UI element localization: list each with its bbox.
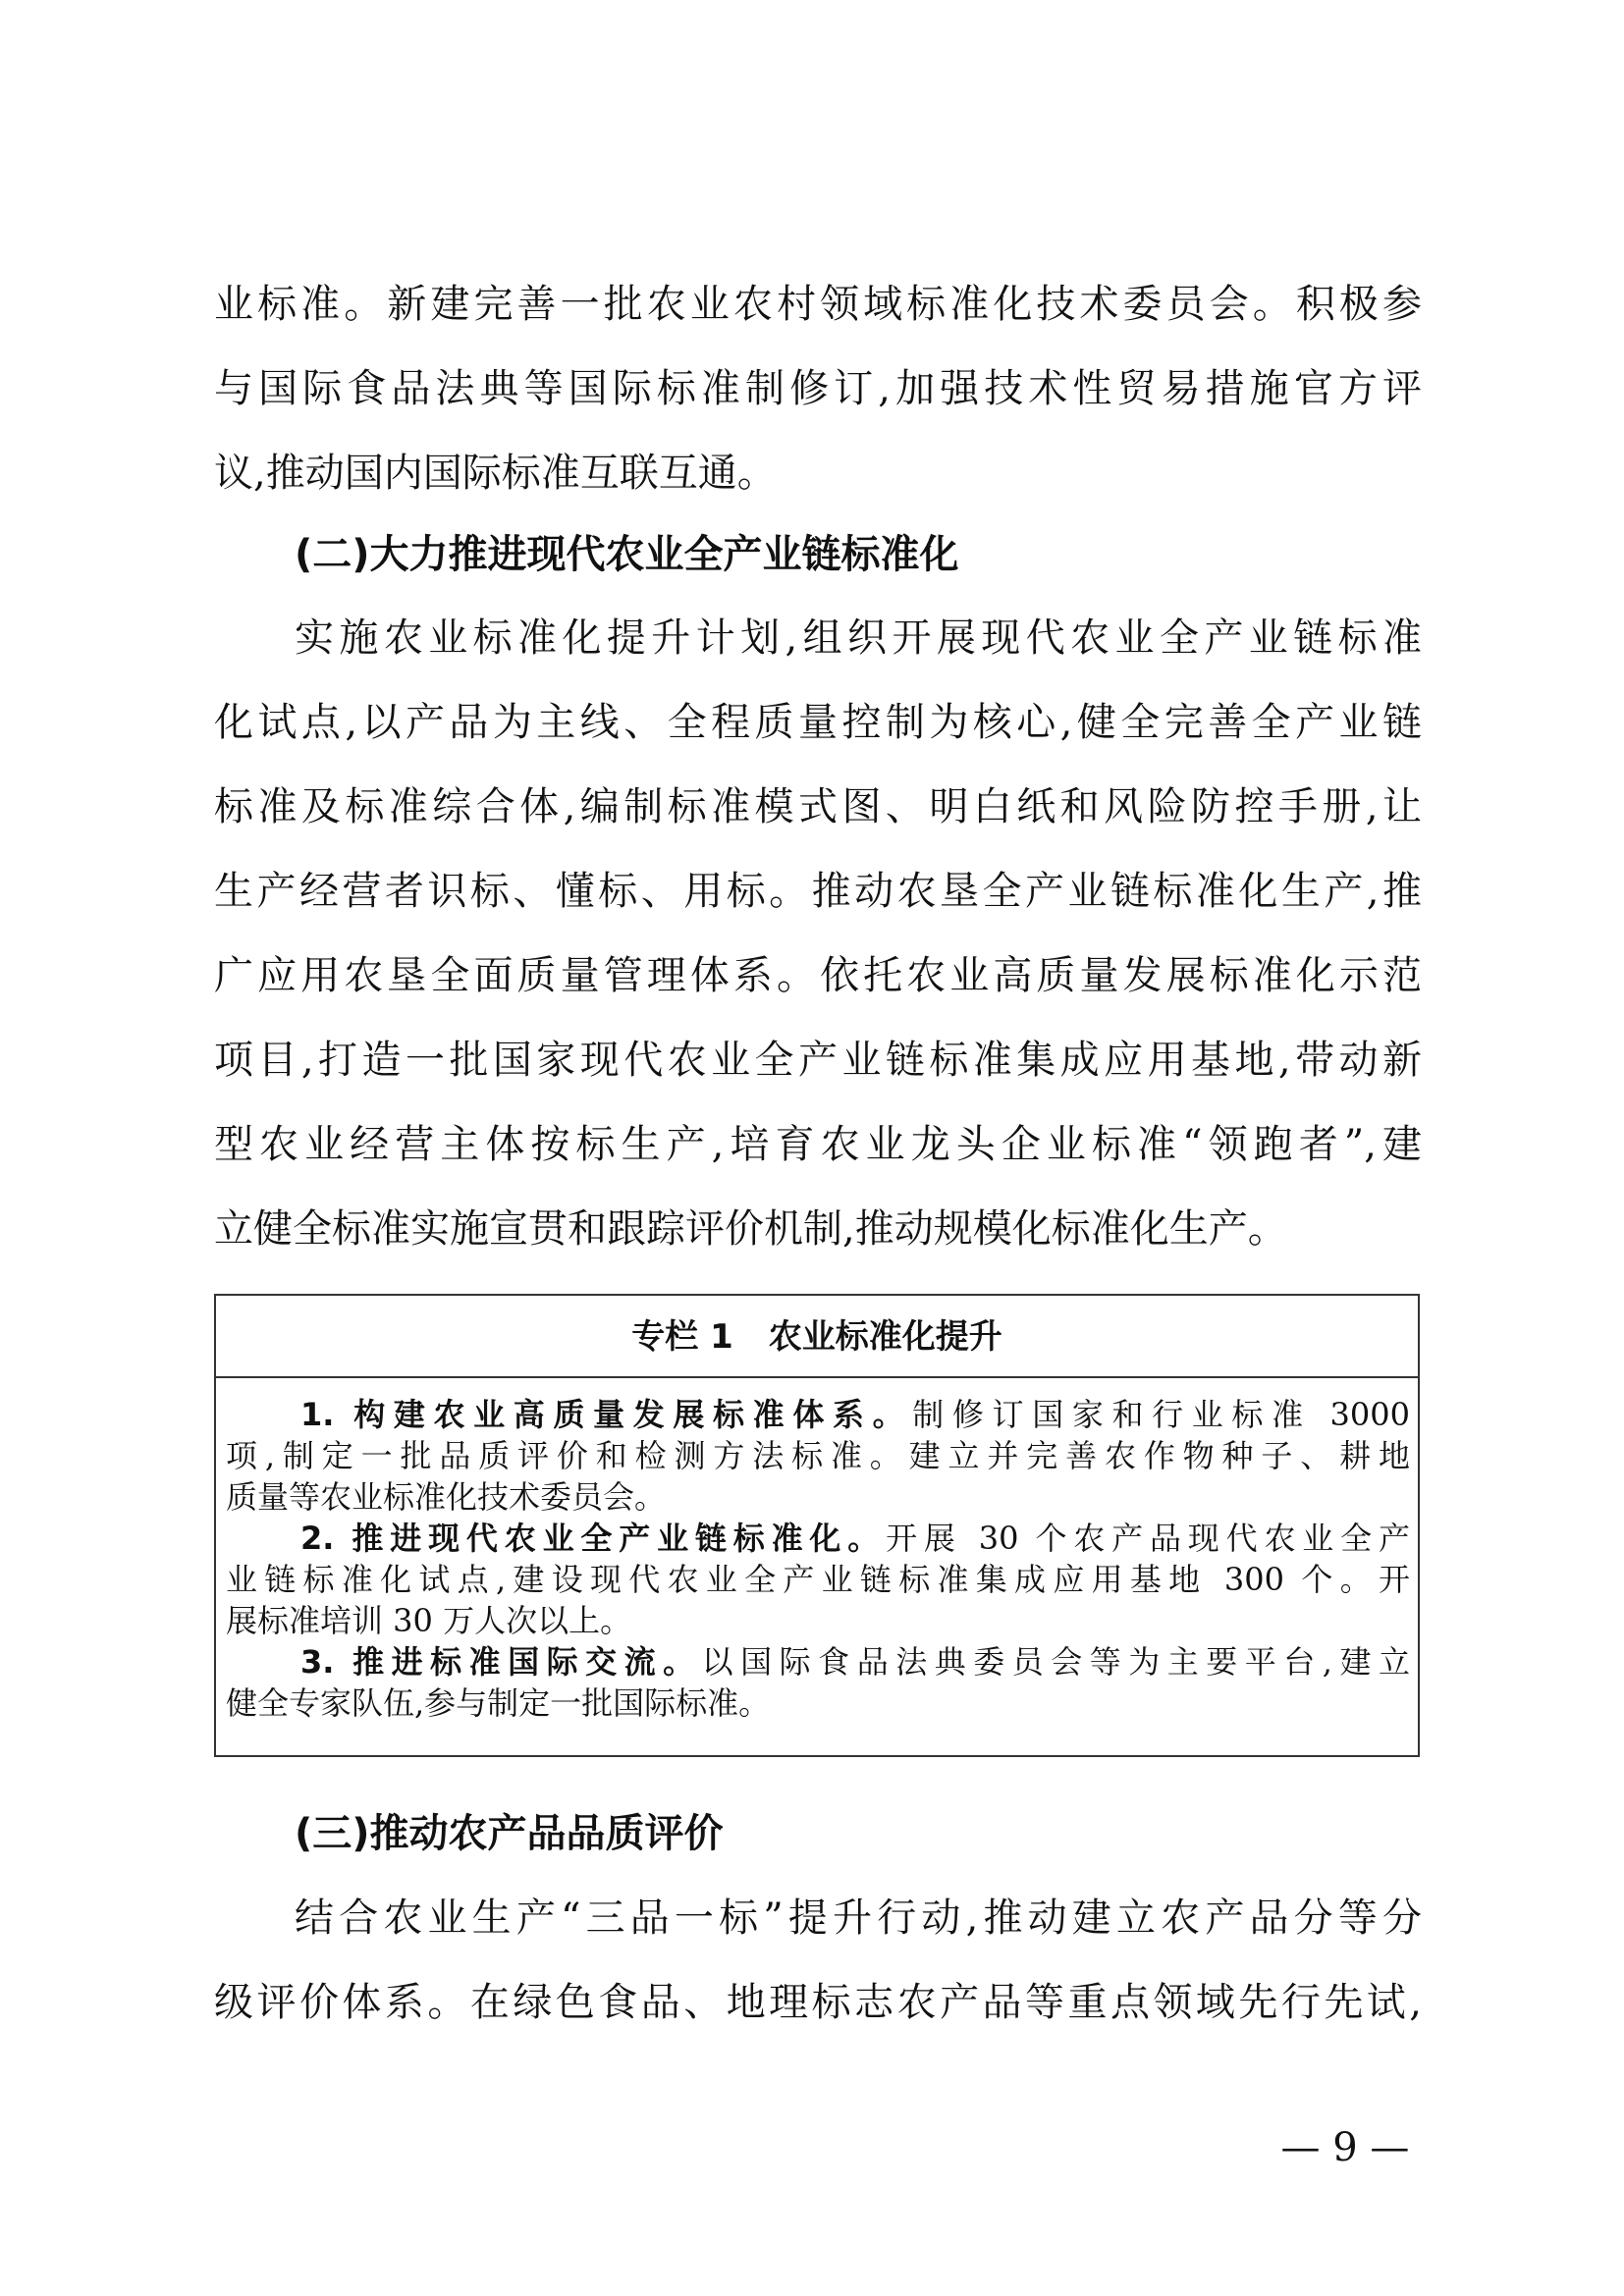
body-text-line: 项目,打造一批国家现代农业全产业链标准集成应用基地,带动新 xyxy=(214,1038,1422,1083)
body-text-line: 级评价体系。在绿色食品、地理标志农产品等重点领域先行先试, xyxy=(214,1980,1422,2025)
body-text-line: 结合农业生产“三品一标”提升行动,推动建立农产品分等分 xyxy=(295,1896,1422,1941)
body-text-line: 广应用农垦全面质量管理体系。依托农业高质量发展标准化示范 xyxy=(214,953,1422,998)
column-box-title: 农业标准化提升 xyxy=(768,1317,1002,1357)
column-item-line: 健全专家队伍,参与制定一批国际标准。 xyxy=(226,1684,771,1722)
column-item-text: 以国际食品法典委员会等为主要平台,建立 xyxy=(701,1643,1410,1681)
column-item-line: 展标准培训 30 万人次以上。 xyxy=(226,1602,632,1639)
body-text-line: 标准及标准综合体,编制标准模式图、明白纸和风险防控手册,让 xyxy=(214,784,1422,829)
body-text-line: 立健全标准实施宣贯和跟踪评价机制,推动规模化标准化生产。 xyxy=(214,1206,1287,1252)
column-item-line: 项,制定一批品质评价和检测方法标准。建立并完善农作物种子、耕地 xyxy=(226,1437,1410,1474)
column-item-text: 制修订国家和行业标准 3000 xyxy=(912,1396,1410,1433)
page-number: — 9 — xyxy=(1280,2125,1410,2170)
body-text-line: 实施农业标准化提升计划,组织开展现代农业全产业链标准 xyxy=(295,615,1422,661)
section-heading: (三)推动农产品品质评价 xyxy=(295,1811,724,1856)
column-item-line xyxy=(300,1641,1410,1682)
column-item-heading: 1. 构建农业高质量发展标准体系。 xyxy=(300,1396,913,1433)
column-item-line xyxy=(300,1394,1410,1435)
column-item-heading: 2. 推进现代农业全产业链标准化。 xyxy=(300,1520,887,1557)
column-box-label: 专栏 1 xyxy=(631,1317,733,1357)
column-box xyxy=(214,1294,1420,1757)
body-text-line: 生产经营者识标、懂标、用标。推动农垦全产业链标准化生产,推 xyxy=(214,869,1422,914)
column-box-header xyxy=(216,1296,1418,1378)
column-item-text: 开展 30 个农产品现代农业全产 xyxy=(886,1520,1410,1557)
column-item-line xyxy=(300,1518,1410,1559)
body-text-line: 与国际食品法典等国际标准制修订,加强技术性贸易措施官方评 xyxy=(214,366,1422,411)
column-item-line: 质量等农业标准化技术委员会。 xyxy=(226,1478,667,1516)
column-item-line: 业链标准化试点,建设现代农业全产业链标准集成应用基地 300 个。开 xyxy=(226,1561,1410,1598)
body-text-line: 化试点,以产品为主线、全程质量控制为核心,健全完善全产业链 xyxy=(214,700,1422,745)
body-text-line: 型农业经营主体按标生产,培育农业龙头企业标准“领跑者”,建 xyxy=(214,1122,1422,1167)
column-item-heading: 3. 推进标准国际交流。 xyxy=(300,1643,702,1681)
section-heading: (二)大力推进现代农业全产业链标准化 xyxy=(295,532,959,577)
body-text-line: 议,推动国内国际标准互联互通。 xyxy=(214,451,777,496)
body-text-line: 业标准。新建完善一批农业农村领域标准化技术委员会。积极参 xyxy=(214,282,1422,327)
